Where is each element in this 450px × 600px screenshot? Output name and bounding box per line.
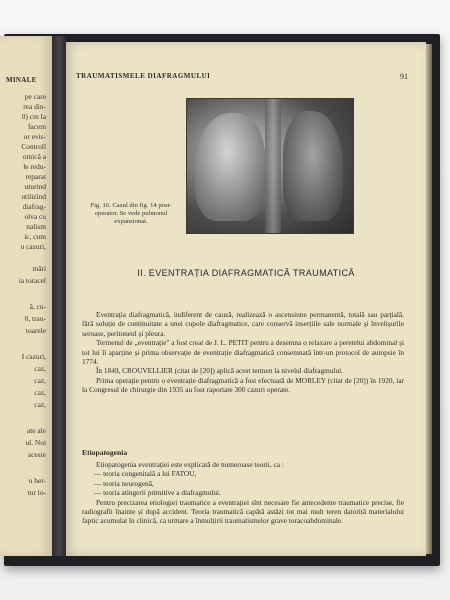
left-page-line: toarele xyxy=(25,326,46,335)
left-page-line: le redu- xyxy=(23,162,46,171)
xray-spine xyxy=(265,99,281,233)
section-title: II. EVENTRAȚIA DIAFRAGMATICĂ TRAUMATICĂ xyxy=(137,268,355,278)
left-page-line: utilizînd xyxy=(21,192,46,201)
left-page-line: caz, xyxy=(34,400,46,409)
left-page-line: tur lo- xyxy=(27,488,46,497)
left-page-line: olva cu xyxy=(24,212,46,221)
subhead-etiopatogenia: Etiopatogenia xyxy=(82,448,128,457)
xray-right-lung xyxy=(283,111,343,221)
left-page-line: Controll xyxy=(21,142,46,151)
left-page-line: ic, cum xyxy=(24,232,46,241)
left-page-header: MINALE xyxy=(6,76,37,84)
left-page-line: reparat xyxy=(25,172,46,181)
book-spine-gutter xyxy=(52,36,66,556)
left-page-line: uturind xyxy=(24,182,46,191)
left-page-line: ate ale xyxy=(26,426,46,435)
left-page-line: rea din- xyxy=(23,102,46,111)
theory-list-item: — teoria atingerii primitive a diafragmului. xyxy=(94,488,221,498)
paragraph: În 1849, CROUVELLIER (citat de [20]) aplică acest termen la nivelul diafragmului. xyxy=(96,366,344,376)
left-page-line: nalism xyxy=(26,222,46,231)
xray-left-lung xyxy=(195,113,265,221)
etiopatogenia-block xyxy=(82,460,404,526)
left-page-line: caz, xyxy=(34,376,46,385)
page-number: 91 xyxy=(400,72,408,81)
left-page-line: caz, xyxy=(34,388,46,397)
left-page-line: u her- xyxy=(28,476,46,485)
body-paragraphs xyxy=(82,310,404,395)
left-page-line: caz, xyxy=(34,364,46,373)
left-page-line: or evis- xyxy=(23,132,46,141)
left-page-line: pe care xyxy=(24,92,46,101)
figure-caption: Fig. 16. Cazul din fig. 14 post-operator. Se vede pulmonul expansionat. xyxy=(90,202,172,225)
left-page-line: u cazuri, xyxy=(20,242,46,251)
paragraph: Termenul de „eventrație" a fost creat de J. L. PETIT pentru a desemna o relaxare a peretelui abdominal și tot lui îi aparține și prima observație de eventrație diafragmatică consemnată într-un protocol de autopsie în 1774. xyxy=(82,338,404,367)
left-page-line: 0) cm la xyxy=(21,112,46,121)
paragraph: Prima operație pentru o eventrație diafragmatică a fost efectuată de MORLEY (citat de [20]) în 1920, iar la Congresul de chirurgie din 1935 au fost raportate 300 cazuri operate. xyxy=(82,375,404,395)
theory-list-item: — teoria congenitală a lui FATOU, xyxy=(94,469,197,479)
left-page-line: ia toracel xyxy=(18,276,46,285)
etiopatogenia-closing: Pentru precizarea etiologiei traumatice a eventrației sînt necesare fie antecedente traumatice precise, fie radiografii înainte și după accident. Teoria traumatică capătă astăzi tot mai mult teren datorită materialului faptic acumulat în clinică, ca urmare a înmulțirii traumatismelor grave toracoabdominale. xyxy=(82,497,404,526)
left-page-line: omică a xyxy=(22,152,46,161)
left-page-line: facem xyxy=(27,122,46,131)
left-page-line: 0, trau- xyxy=(24,314,46,323)
paragraph: Eventrația diafragmatică, indiferent de cauză, realizează o ascensiune permanentă, totală sau parțială, fără soluție de continuitate a unei cupole diafragmatice, care conservă inserțiile sale normale și învelișurile seroase, peritoneul și pleura. xyxy=(82,310,404,338)
xray-figure xyxy=(186,98,354,234)
left-page-line: diafrag- xyxy=(22,202,46,211)
left-page xyxy=(0,36,53,556)
left-page-line: aceste xyxy=(27,450,46,459)
running-head: TRAUMATISMELE DIAFRAGMULUI xyxy=(76,72,211,80)
etiopatogenia-intro: Etiopatogenia eventrației este explicată de numeroase teorii, ca : xyxy=(96,460,284,469)
left-page-line: mări xyxy=(32,264,46,273)
page-edge xyxy=(426,44,432,554)
left-page-line: I cazuri, xyxy=(21,352,46,361)
left-page-line: ul. Noi xyxy=(25,438,46,447)
left-page-line: ă, cu- xyxy=(29,302,46,311)
right-page xyxy=(66,42,426,556)
theory-list-item: — teoria neurogenă, xyxy=(94,478,154,488)
